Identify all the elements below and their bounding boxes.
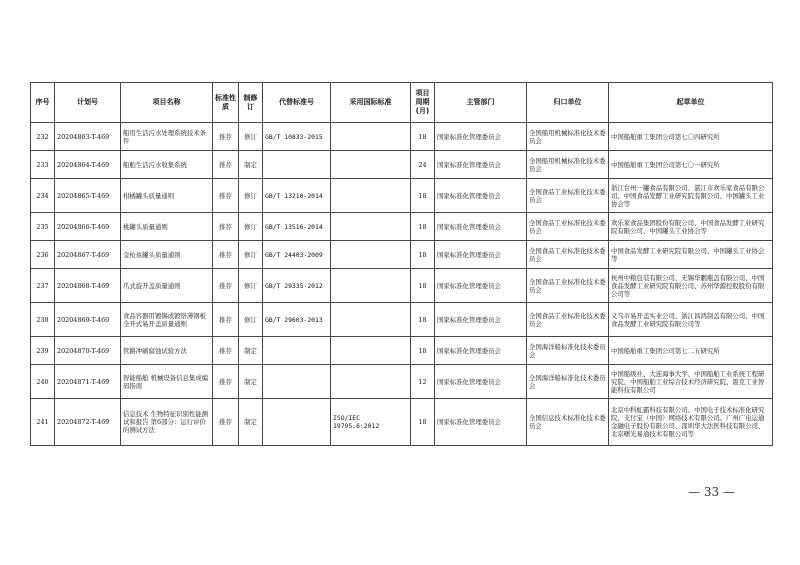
cell-dept: 国家标准化管理委员会: [435, 269, 527, 303]
cell-nature: 推荐: [213, 365, 239, 399]
header-months: 项目周期(月): [411, 83, 435, 123]
cell-months: 18: [411, 241, 435, 269]
header-type: 制修订: [239, 83, 263, 123]
cell-drafters: 中国船级社、大连海事大学、中国船舶工业系统工程研究院、中国船舶工业综合技术经济研究院、震克工业智能科技有限公司: [609, 365, 773, 399]
cell-intl-standard: [331, 303, 411, 337]
cell-tc: 全国食品工业标准化技术委员会: [527, 269, 609, 303]
cell-intl-standard: [331, 241, 411, 269]
cell-project-name: 船用生活污水处理系统技术条件: [121, 123, 213, 151]
cell-dept: 国家标准化管理委员会: [435, 241, 527, 269]
cell-project-name: 船舶生活污水收集系统: [121, 151, 213, 179]
cell-no: 238: [31, 303, 55, 337]
cell-project-name: 食品容器用镀锡或镀铬薄钢板全开式易开盖质量通则: [121, 303, 213, 337]
cell-dept: 国家标准化管理委员会: [435, 365, 527, 399]
cell-project-name: 智能船舶 机械设备信息集成编码指南: [121, 365, 213, 399]
cell-no: 235: [31, 213, 55, 241]
cell-intl-standard: [331, 123, 411, 151]
cell-months: 18: [411, 399, 435, 446]
cell-drafters: 中国船舶重工集团公司第七〇一研究所: [609, 151, 773, 179]
cell-tc: 全国食品工业标准化技术委员会: [527, 241, 609, 269]
cell-plan-no: 20204870-T-469: [55, 337, 121, 365]
cell-intl-standard: [331, 337, 411, 365]
header-drafters: 起草单位: [609, 83, 773, 123]
cell-months: 18: [411, 179, 435, 213]
cell-type: 制定: [239, 151, 263, 179]
cell-project-name: 管路冲刷腐蚀试验方法: [121, 337, 213, 365]
cell-drafters: 中国船舶重工集团公司第七〇四研究所: [609, 123, 773, 151]
cell-intl-standard: [331, 179, 411, 213]
cell-no: 236: [31, 241, 55, 269]
cell-project-name: 柑橘罐头质量通则: [121, 179, 213, 213]
header-plan-no: 计划号: [55, 83, 121, 123]
table-header-row: [31, 83, 773, 123]
cell-drafters: 中国食品发酵工业研究院有限公司、中国罐头工业协会等: [609, 241, 773, 269]
cell-plan-no: 20204872-T-469: [55, 399, 121, 446]
cell-drafters: 北京中科虹霸科技有限公司、中国电子技术标准化研究院、支付宝（中国）网络技术有限公司、广州广电运通金融电子股份有限公司、深圳华大法医科技有限公司、北京曙光易通技术有限公司等: [609, 399, 773, 446]
header-dept: 主管部门: [435, 83, 527, 123]
cell-months: 18: [411, 303, 435, 337]
cell-intl-standard: ISO/IEC 19795.6:2012: [331, 399, 411, 446]
cell-project-name: 信息技术 生物特征识别性能测试和报告 第6部分：运行评价的测试方法: [121, 399, 213, 446]
cell-plan-no: 20204871-T-469: [55, 365, 121, 399]
cell-type: 修订: [239, 269, 263, 303]
cell-no: 241: [31, 399, 55, 446]
cell-replaces: [263, 337, 331, 365]
cell-tc: 全国食品工业标准化技术委员会: [527, 303, 609, 337]
cell-no: 237: [31, 269, 55, 303]
header-project-name: 项目名称: [121, 83, 213, 123]
cell-drafters: 中国船舶重工集团公司第七二五研究所: [609, 337, 773, 365]
cell-plan-no: 20204869-T-469: [55, 303, 121, 337]
cell-type: 制定: [239, 337, 263, 365]
cell-months: 18: [411, 337, 435, 365]
cell-replaces: [263, 365, 331, 399]
cell-nature: 推荐: [213, 179, 239, 213]
cell-no: 239: [31, 337, 55, 365]
cell-type: 制定: [239, 365, 263, 399]
table-row: [31, 179, 773, 213]
cell-dept: 国家标准化管理委员会: [435, 213, 527, 241]
table-row: [31, 365, 773, 399]
cell-intl-standard: [331, 365, 411, 399]
cell-drafters: 杭州中粮包装有限公司、无锡华鹏瓶盖有限公司、中国食品发酵工业研究院有限公司、苏州华源控股股份有限公司等: [609, 269, 773, 303]
cell-nature: 推荐: [213, 303, 239, 337]
cell-no: 234: [31, 179, 55, 213]
cell-plan-no: 20204867-T-469: [55, 241, 121, 269]
cell-months: 12: [411, 365, 435, 399]
cell-replaces: GB/T 29603-2013: [263, 303, 331, 337]
cell-intl-standard: [331, 213, 411, 241]
cell-drafters: 浙江台州一罐食品有限公司、湛江市欢乐家食品有限公司、中国食品发酵工业研究院有限公司、中国罐头工业协会等: [609, 179, 773, 213]
cell-nature: 推荐: [213, 337, 239, 365]
table-row: [31, 337, 773, 365]
cell-type: 制定: [239, 399, 263, 446]
table-row: [31, 213, 773, 241]
table-row: [31, 399, 773, 446]
cell-tc: 全国船用机械标准化技术委员会: [527, 151, 609, 179]
cell-months: 24: [411, 151, 435, 179]
cell-project-name: 桃罐头质量通则: [121, 213, 213, 241]
cell-plan-no: 20204863-T-469: [55, 123, 121, 151]
cell-replaces: GB/T 24403-2009: [263, 241, 331, 269]
cell-intl-standard: [331, 151, 411, 179]
cell-tc: 全国船用机械标准化技术委员会: [527, 123, 609, 151]
cell-months: 18: [411, 269, 435, 303]
cell-replaces: GB/T 13516-2014: [263, 213, 331, 241]
cell-intl-standard: [331, 269, 411, 303]
cell-nature: 推荐: [213, 269, 239, 303]
header-no: 序号: [31, 83, 55, 123]
cell-plan-no: 20204866-T-469: [55, 213, 121, 241]
cell-tc: 全国食品工业标准化技术委员会: [527, 179, 609, 213]
cell-no: 233: [31, 151, 55, 179]
header-nature: 标准性质: [213, 83, 239, 123]
table-row: [31, 303, 773, 337]
cell-dept: 国家标准化管理委员会: [435, 337, 527, 365]
cell-nature: 推荐: [213, 399, 239, 446]
cell-drafters: 欢乐家食品集团股份有限公司、中国食品发酵工业研究院有限公司、中国罐头工业协会等: [609, 213, 773, 241]
cell-project-name: 爪式旋开盖质量通则: [121, 269, 213, 303]
cell-project-name: 金枪鱼罐头质量通则: [121, 241, 213, 269]
cell-plan-no: 20204868-T-469: [55, 269, 121, 303]
cell-tc: 全国信息技术标准化技术委员会: [527, 399, 609, 446]
cell-type: 修订: [239, 241, 263, 269]
table-row: [31, 123, 773, 151]
cell-type: 修订: [239, 179, 263, 213]
cell-replaces: GB/T 29335-2012: [263, 269, 331, 303]
cell-nature: 推荐: [213, 241, 239, 269]
header-tc: 归口单位: [527, 83, 609, 123]
cell-no: 232: [31, 123, 55, 151]
cell-tc: 全国食品工业标准化技术委员会: [527, 213, 609, 241]
cell-tc: 全国海洋船标准化技术委员会: [527, 365, 609, 399]
table-row: [31, 151, 773, 179]
cell-replaces: [263, 151, 331, 179]
cell-months: 18: [411, 123, 435, 151]
cell-tc: 全国海洋船标准化技术委员会: [527, 337, 609, 365]
cell-type: 修订: [239, 123, 263, 151]
table-row: [31, 241, 773, 269]
cell-type: 修订: [239, 213, 263, 241]
page-number: — 33 —: [688, 485, 735, 499]
header-intl-standard: 采用国际标准: [331, 83, 411, 123]
cell-months: 18: [411, 213, 435, 241]
standards-plan-table: [30, 82, 773, 446]
header-replaces: 代替标准号: [263, 83, 331, 123]
cell-nature: 推荐: [213, 213, 239, 241]
cell-type: 修订: [239, 303, 263, 337]
cell-replaces: GB/T 10833-2015: [263, 123, 331, 151]
cell-replaces: GB/T 13210-2014: [263, 179, 331, 213]
table-row: [31, 269, 773, 303]
cell-dept: 国家标准化管理委员会: [435, 303, 527, 337]
cell-plan-no: 20204864-T-469: [55, 151, 121, 179]
cell-drafters: 义乌市易开盖实业公司、浙江昌鸿制盖有限公司、中国食品发酵工业研究院有限公司等: [609, 303, 773, 337]
cell-no: 240: [31, 365, 55, 399]
cell-dept: 国家标准化管理委员会: [435, 123, 527, 151]
cell-nature: 推荐: [213, 151, 239, 179]
cell-dept: 国家标准化管理委员会: [435, 399, 527, 446]
cell-dept: 国家标准化管理委员会: [435, 179, 527, 213]
cell-dept: 国家标准化管理委员会: [435, 151, 527, 179]
cell-replaces: [263, 399, 331, 446]
cell-plan-no: 20204865-T-469: [55, 179, 121, 213]
cell-nature: 推荐: [213, 123, 239, 151]
